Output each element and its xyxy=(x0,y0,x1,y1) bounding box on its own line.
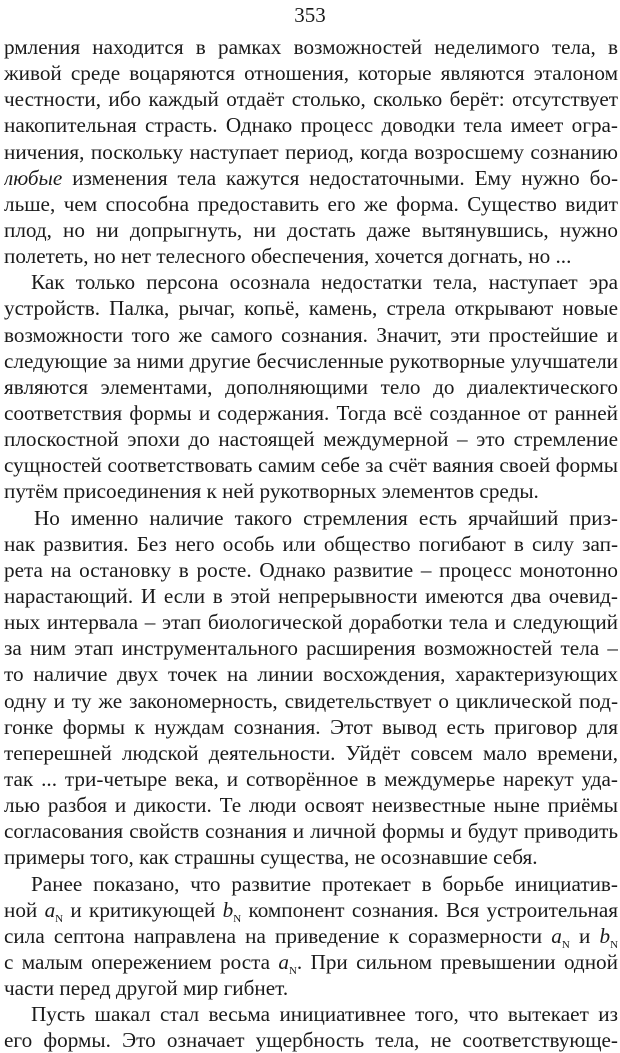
text-line: возможности того же самого сознания. Значит, эти простейшие и xyxy=(4,322,618,347)
paragraph-2 xyxy=(4,269,618,504)
paragraph-3 xyxy=(4,505,618,871)
text-line: его формы. Это означает ущербность тела, не соответствующе- xyxy=(4,1028,618,1053)
text-line: лью разбоя и дикости. Те люди освоят неизвестные ныне приёмы xyxy=(4,793,618,818)
text-line: так ... три-четыре века, и сотворённое в междумерье нарекут уда- xyxy=(4,766,618,791)
text-fragment: и xyxy=(569,923,600,948)
math-symbol: $a_N$ xyxy=(551,923,570,949)
text-line: ничения, поскольку наступает период, когда возросшему сознанию xyxy=(4,139,618,164)
paragraph-1 xyxy=(4,34,618,269)
text-line xyxy=(4,949,618,975)
text-line: Ранее показано, что развитие протекает в борьбе инициатив- xyxy=(31,871,618,896)
text-line: ных интервала – этап биологической доработки тела и следующий xyxy=(4,610,618,635)
math-symbol: $b_N$ xyxy=(599,923,618,949)
text-line xyxy=(4,165,618,191)
text-line: накопительная страсть. Однако процесс доводки тела имеет огра- xyxy=(4,113,618,138)
paragraph-4 xyxy=(4,871,618,1002)
math-symbol: $a_N$ xyxy=(44,897,64,923)
math-symbol: $b_N$ xyxy=(222,897,242,923)
text-line: живой среде воцаряются отношения, которые являются эталоном xyxy=(4,61,618,86)
text-line: одну и ту же закономерность, свидетельствует о циклической под- xyxy=(4,688,618,713)
text-line: согласования свойств сознания и личной формы и будут приводить xyxy=(4,819,618,844)
text-fragment: компонент сознания. Вся устроительная xyxy=(241,897,618,922)
text-line xyxy=(4,897,618,923)
math-symbol: $a_N$ xyxy=(278,949,297,976)
text-fragment: сила септона направлена на приведение к соразмерности xyxy=(4,923,552,948)
text-line: устройств. Палка, рычаг, копьё, камень, стрела открывают новые xyxy=(4,296,618,321)
text-fragment: изменения тела кажутся недостаточными. Ему нужно бо- xyxy=(62,165,618,190)
page-text xyxy=(4,34,618,1053)
text-line: плоскостной эпохи до настоящей междумерной – это стремление xyxy=(4,427,618,452)
text-line: за ним этап инструментального расширения возможностей тела – xyxy=(4,636,618,661)
text-line: путём присоединения к ней рукотворных элементов среды. xyxy=(4,479,539,504)
text-line xyxy=(4,923,618,949)
text-fragment: . При сильном превышении одной xyxy=(296,949,618,974)
paragraph-5 xyxy=(4,1001,618,1053)
italic-word: любые xyxy=(4,165,63,190)
text-line: нарастающий. И если в этой непрерывности имеются два очевид- xyxy=(4,583,618,608)
text-fragment: ной xyxy=(4,897,45,922)
text-line: полететь, но нет телесного обеспечения, хочется догнать, но ... xyxy=(4,244,572,269)
text-line: теперешней людской деятельности. Уйдёт совсем мало времени, xyxy=(4,740,618,765)
text-line: части перед другой мир гибнет. xyxy=(4,976,289,1001)
text-line: плод, но ни допрыгнуть, ни достать даже вытянувшись, нужно xyxy=(4,217,618,242)
text-line: гонке формы к нуждам сознания. Этот вывод есть приговор для xyxy=(4,714,618,739)
text-line: Пусть шакал стал весьма инициативнее того, что вытекает из xyxy=(31,1002,618,1027)
text-line: соответствия формы и содержания. Тогда всё созданное от ранней xyxy=(4,400,618,425)
text-line: примеры того, как страшны существа, не осознавшие себя. xyxy=(4,845,538,870)
text-line: являются элементами, дополняющими тело до диалектического xyxy=(4,374,618,399)
text-line: рмления находится в рамках возможностей неделимого тела, в xyxy=(4,35,618,59)
text-line: рета на остановку в росте. Однако развитие – процесс монотонно xyxy=(4,557,618,582)
text-line: следующие за ними другие бесчисленные рукотворные улучшатели xyxy=(4,348,618,373)
text-fragment: и критикующей xyxy=(63,897,223,922)
text-line: нак развития. Без него особь или общество погибают в силу зап- xyxy=(4,531,618,556)
text-line: Но именно наличие такого стремления есть ярчайший приз- xyxy=(34,505,618,530)
text-fragment: с малым опережением роста xyxy=(4,949,279,974)
text-line: льше, чем способна предоставить его же форма. Существо видит xyxy=(4,191,618,216)
text-line: то наличие двух точек на линии восхождения, характеризующих xyxy=(4,662,618,687)
text-line: сущностей соответствовать самим себе за счёт ваяния своей формы xyxy=(4,453,618,478)
text-line: честности, ибо каждый отдаёт столько, сколько берёт: отсутствует xyxy=(4,87,618,112)
text-line: Как только персона осознала недостатки тела, наступает эра xyxy=(31,270,618,295)
page-number: 353 xyxy=(294,3,326,27)
